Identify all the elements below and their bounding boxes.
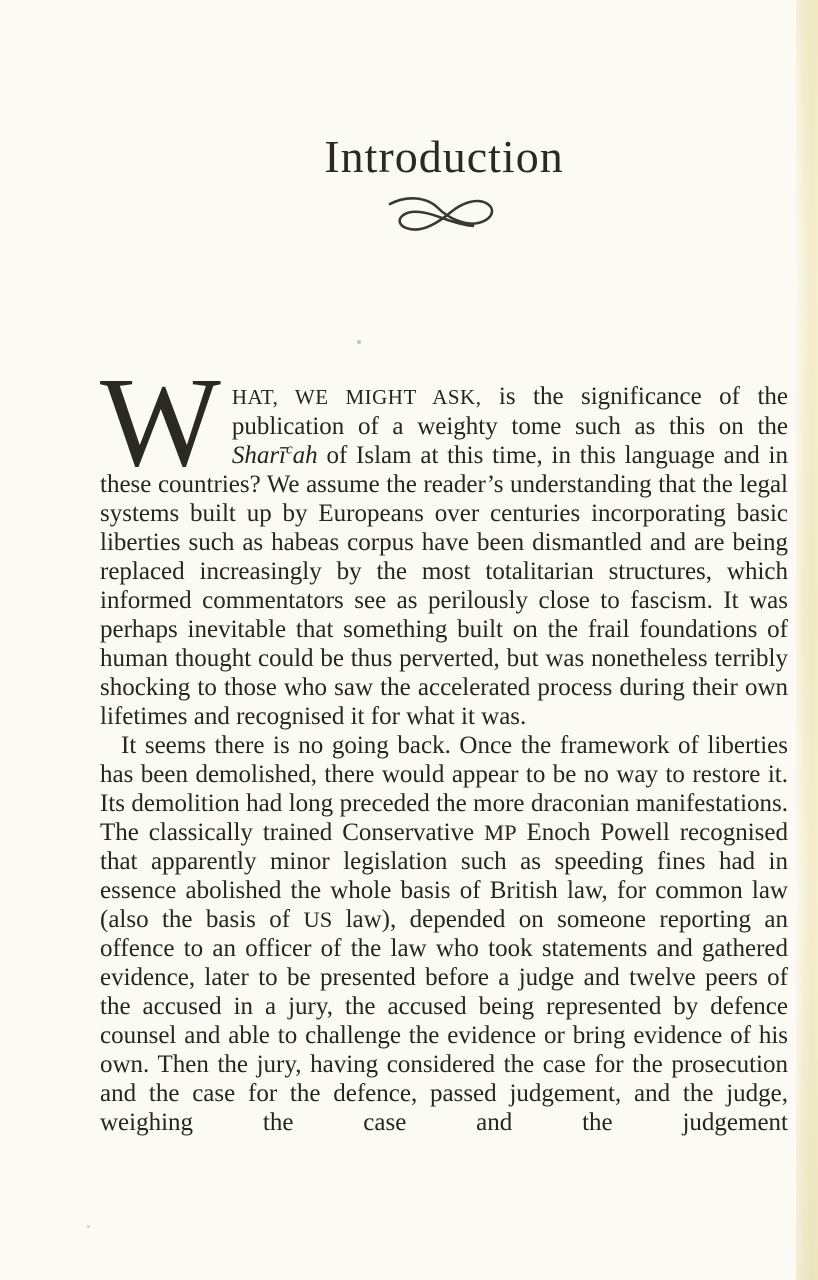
text-segment-normal: law), depended on someone reporting an offence to an officer of the law who took statements and gathered evidence, later to be presented before a judge and twelve peers of the accused in a jury, the accused being represented by defence counsel and able to challenge the evidence or bring evidence of his own. Then the jury, having considered the case for the prosecution and the case for the defence, passed judgement, and the judge, weighing the case and the judgement: [100, 906, 789, 1136]
text-segment-normal: It seems there is no going back. Once the framework of liberties has been demolished, there would appear to be no way to restore it. Its demolition had long preceded the more draconian manifestations. The classically trained Conservative: [100, 732, 788, 846]
chapter-title: Introduction: [324, 131, 564, 182]
scan-speck: [357, 340, 361, 344]
ornament-container: [100, 190, 788, 241]
paragraph-1: [100, 351, 788, 731]
drop-cap: W: [100, 351, 221, 493]
body-text: [100, 351, 789, 1137]
flourish-icon: [385, 190, 503, 236]
text-segment-italic: ah: [292, 442, 318, 469]
paragraph-2: [100, 731, 788, 1137]
page-edge-shading: [796, 0, 818, 1280]
text-segment-italic: Sharī: [231, 442, 286, 469]
text-segment-normal: of Islam at this time, in this language and in these countries? We assume the reader’s understanding that the legal systems built up by Europeans over centuries incorporating basic liberties such as habeas corpus have been dismantled and are being replaced increasingly by the most totalitarian structures, which informed commentators see as perilously close to fascism. It was perhaps inevitable that something built on the frail foundations of human thought could be thus perverted, but was nonetheless terribly shocking to those who saw the accelerated process during their own lifetimes and recognised it for what it was.: [100, 442, 788, 730]
text-segment-italic-sup: c: [286, 441, 293, 458]
scan-speck: [87, 1225, 90, 1228]
text-segment-smallcaps: HAT, WE MIGHT ASK,: [231, 385, 482, 409]
text-segment-caps: US: [303, 907, 333, 932]
text-segment-caps: MP: [484, 820, 517, 845]
text-segment-normal: Enoch Powell recognised that apparently minor legislation such as speeding fines had in essence abolished the whole basis of British law, for common law (also the basis of: [100, 819, 789, 933]
text-segment-normal: is the significance of the publication of a weighty tome such as this on the: [231, 383, 788, 440]
